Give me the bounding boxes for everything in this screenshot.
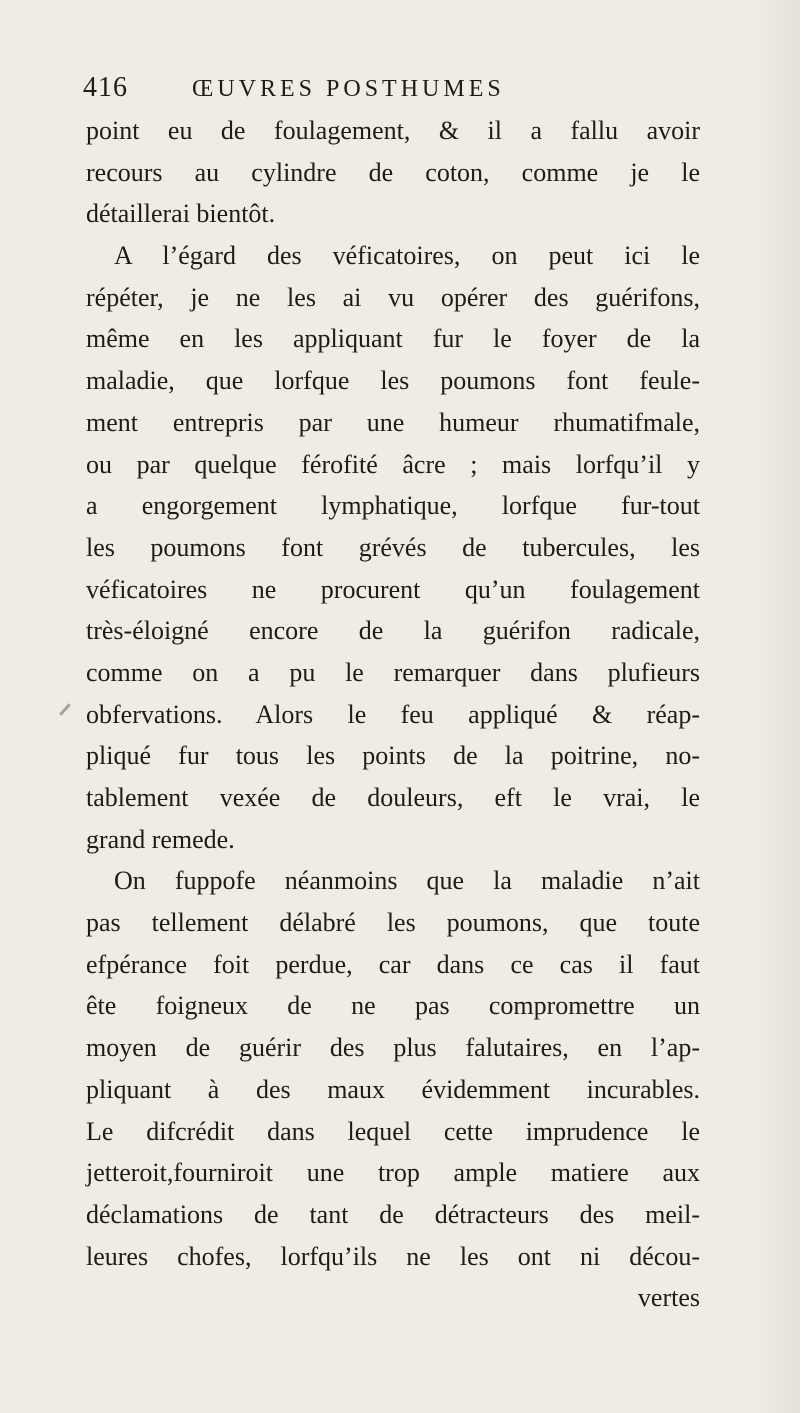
text-line: déclamations de tant de détracteurs des meil-	[86, 1199, 700, 1229]
text-line: maladie, que lorfque les poumons font feule-	[86, 366, 700, 396]
text-line: jetteroit,fourniroit une trop ample matiere aux	[86, 1158, 700, 1188]
text-line: répéter, je ne les ai vu opérer des guérifons,	[86, 282, 700, 312]
catchword: vertes	[637, 1283, 700, 1313]
text-line: moyen de guérir des plus falutaires, en l’ap-	[86, 1033, 700, 1063]
text-line: Le difcrédit dans lequel cette imprudence le	[86, 1116, 700, 1146]
page-number: 416	[83, 72, 128, 103]
text-line: les poumons font grévés de tubercules, les	[86, 532, 700, 562]
text-line: pliqué fur tous les points de la poitrine, no-	[86, 741, 700, 771]
text-line: ment entrepris par une humeur rhumatifmale,	[86, 407, 700, 437]
text-line: On fuppofe néanmoins que la maladie n’ait	[114, 866, 700, 896]
text-line: point eu de foulagement, & il a fallu avoir	[86, 116, 700, 145]
text-line: A l’égard des véficatoires, on peut ici le	[114, 241, 700, 271]
margin-ink-mark	[59, 703, 71, 715]
text-line: comme on a pu le remarquer dans plufieurs	[86, 657, 700, 687]
text-line: pas tellement délabré les poumons, que toute	[86, 908, 700, 938]
text-line: ou par quelque férofité âcre ; mais lorfqu’il y	[86, 449, 700, 479]
text-line: leures chofes, lorfqu’ils ne les ont ni décou-	[86, 1241, 700, 1271]
text-line: tablement vexée de douleurs, eft le vrai, le	[86, 783, 700, 812]
page-edge-shadow	[756, 0, 800, 1413]
text-line: ête foigneux de ne pas compromettre un	[86, 991, 700, 1021]
text-line: recours au cylindre de coton, comme je le	[86, 157, 700, 187]
running-title: ŒUVRES POSTHUMES	[192, 76, 505, 102]
text-line: grand remede.	[86, 824, 235, 854]
text-line: pliquant à des maux évidemment incurables.	[86, 1074, 700, 1104]
text-line: a engorgement lymphatique, lorfque fur-tout	[86, 491, 700, 521]
body-text	[86, 110, 700, 1319]
text-line: véficatoires ne procurent qu’un foulagement	[86, 574, 700, 604]
text-line: même en les appliquant fur le foyer de la	[86, 324, 700, 354]
text-line: obfervations. Alors le feu appliqué & réap-	[86, 699, 700, 729]
page-header	[83, 72, 723, 112]
text-line: efpérance foit perdue, car dans ce cas il faut	[86, 949, 700, 979]
text-line: détaillerai bientôt.	[86, 199, 276, 229]
text-line: très-éloigné encore de la guérifon radicale,	[86, 616, 700, 646]
